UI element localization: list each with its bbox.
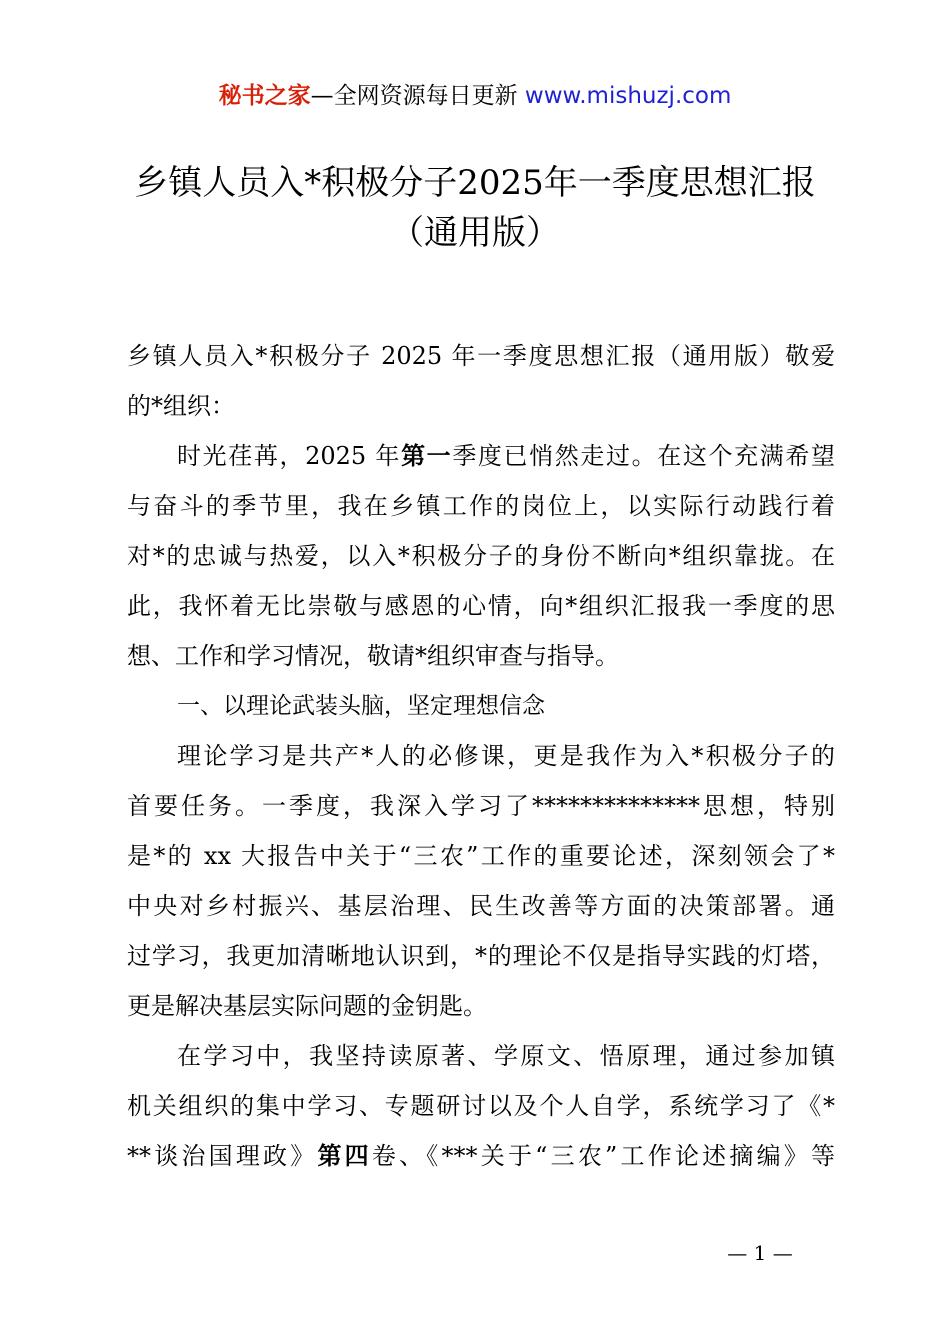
paragraph-2-line-2: 首要任务。一季度，我深入学习了**************思想，特别 (127, 792, 835, 820)
paragraph-2-line-3: 是*的 xx 大报告中关于“三农”工作的重要论述，深刻领会了* (127, 842, 835, 870)
text-span: 时光荏苒，2025 年 (177, 442, 402, 470)
text-span: 卷、《***关于“三农”工作论述摘编》等 (371, 1142, 835, 1170)
paragraph-1-line-2: 与奋斗的季节里，我在乡镇工作的岗位上，以实际行动践行着 (127, 492, 835, 520)
paragraph-1-line-3: 对*的忠诚与热爱，以入*积极分子的身份不断向*组织靠拢。在 (127, 542, 835, 570)
salutation-line-1: 乡镇人员入*积极分子 2025 年一季度思想汇报（通用版）敬爱 (127, 342, 835, 370)
page-number: — 1 — (727, 1241, 793, 1265)
banner-brand: 秘书之家 (218, 83, 311, 109)
section-heading-1: 一、以理论武装头脑，坚定理想信念 (177, 693, 545, 719)
paragraph-1-line-4: 此，我怀着无比崇敬与感恩的心情，向*组织汇报我一季度的思 (127, 592, 835, 620)
bold-text: 第一 (401, 441, 453, 470)
paragraph-3-line-3 (127, 1131, 835, 1181)
banner-tagline: —全网资源每日更新 (310, 83, 525, 109)
salutation-line-2: 的*组织： (127, 392, 235, 420)
paragraph-2-line-5: 过学习，我更加清晰地认识到，*的理论不仅是指导实践的灯塔， (127, 942, 835, 970)
title-line-1: 乡镇人员入*积极分子2025年一季度思想汇报 (134, 163, 816, 203)
bold-text: 第四 (317, 1141, 372, 1170)
banner-url-link[interactable]: www.mishuzj.com (524, 83, 732, 109)
text-span: 季度已悄然走过。在这个充满希望 (452, 442, 836, 470)
text-span: **谈治国理政》 (127, 1142, 318, 1170)
title-line-2: （通用版） (390, 213, 560, 253)
paragraph-1-line-5: 想、工作和学习情况，敬请*组织审查与指导。 (127, 642, 619, 670)
document-body (127, 331, 835, 1181)
paragraph-1-line-1 (127, 431, 835, 481)
paragraph-2-line-4: 中央对乡村振兴、基层治理、民生改善等方面的决策部署。通 (127, 892, 835, 920)
document-title (0, 158, 950, 258)
paragraph-3-line-2: 机关组织的集中学习、专题研讨以及个人自学，系统学习了《* (127, 1092, 835, 1120)
paragraph-3-line-1: 在学习中，我坚持读原著、学原文、悟原理，通过参加镇 (177, 1042, 835, 1070)
paragraph-2-line-1: 理论学习是共产*人的必修课，更是我作为入*积极分子的 (177, 742, 835, 770)
site-banner (0, 80, 950, 112)
paragraph-2-line-6: 更是解决基层实际问题的金钥匙。 (127, 992, 487, 1020)
